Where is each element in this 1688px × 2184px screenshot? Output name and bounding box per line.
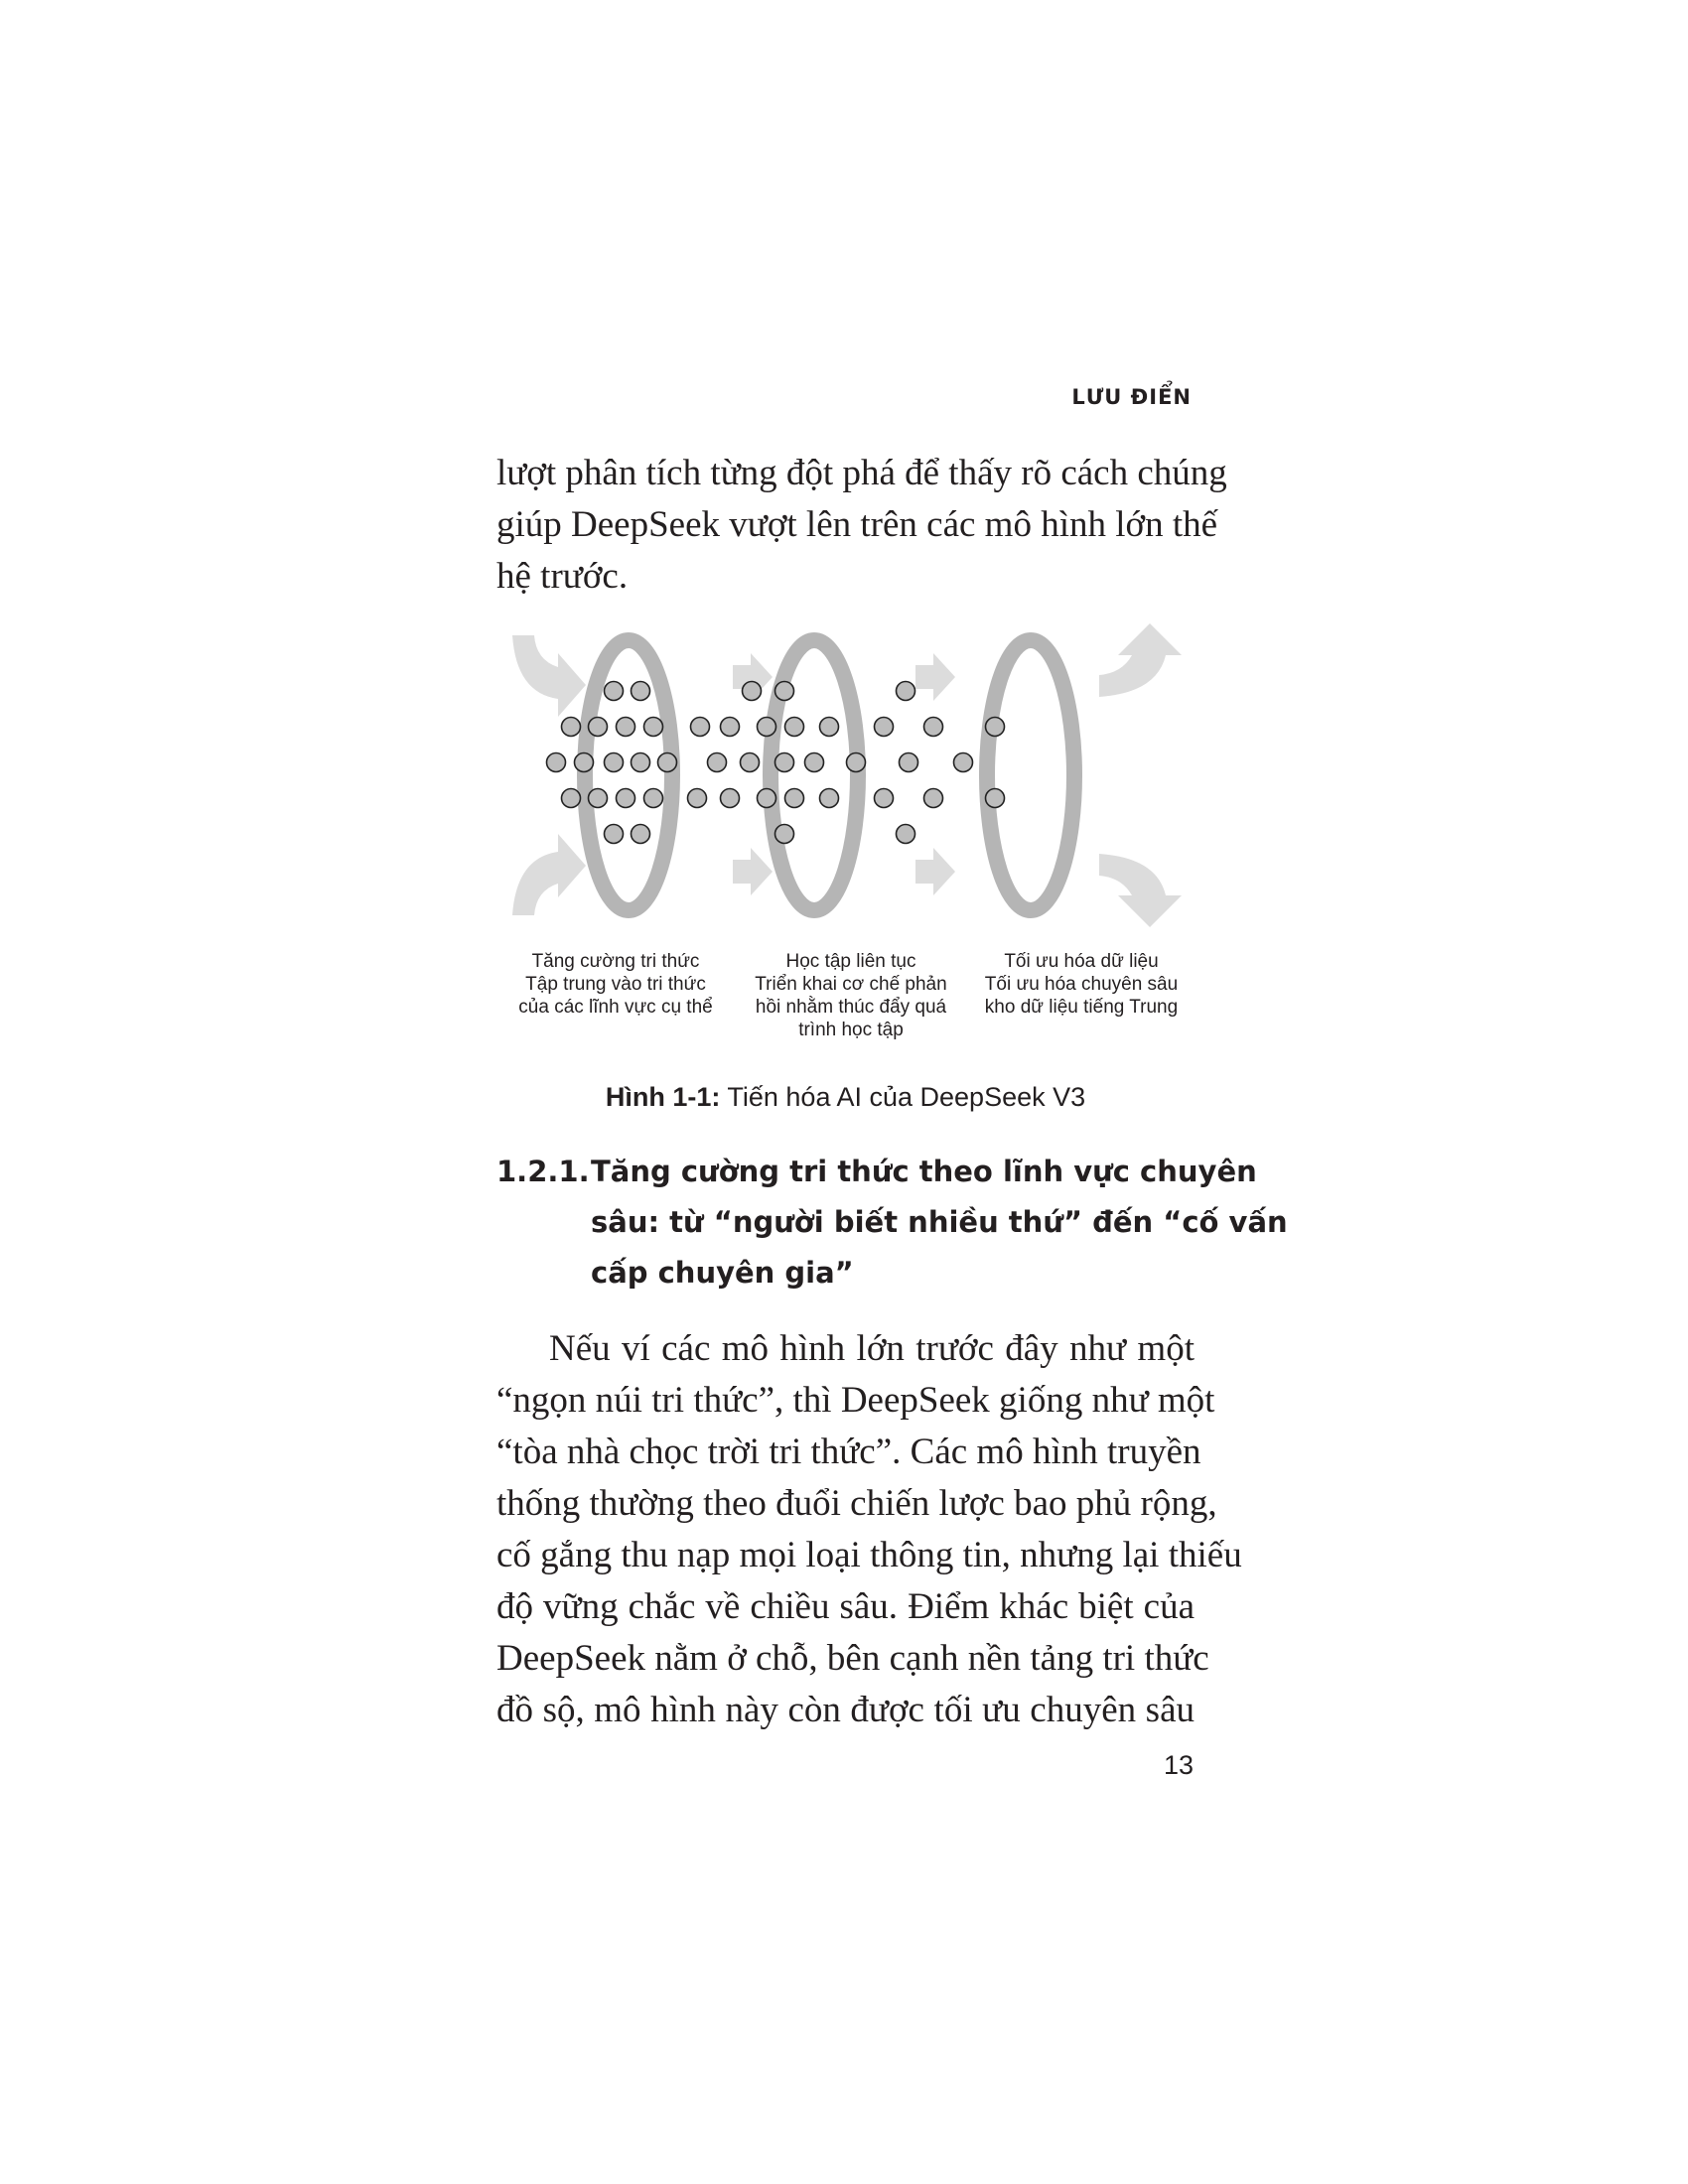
knowledge-dot	[589, 789, 608, 808]
curve-arrow-top-left-icon	[512, 635, 586, 717]
section-title-line: Tăng cường tri thức theo lĩnh vực chuyên	[591, 1155, 1257, 1188]
knowledge-dot	[658, 753, 677, 772]
caption-line: Tăng cường tri thức	[531, 951, 700, 972]
knowledge-dot	[847, 753, 866, 772]
section-title	[591, 1147, 1288, 1298]
ring-data	[987, 640, 1074, 910]
knowledge-dot	[617, 718, 635, 737]
caption-line: trình học tập	[798, 1020, 904, 1040]
knowledge-dot	[805, 753, 824, 772]
knowledge-dot	[820, 789, 839, 808]
knowledge-dot	[986, 789, 1005, 808]
figure-title	[496, 1082, 1195, 1113]
knowledge-dot	[644, 789, 663, 808]
knowledge-dot	[562, 789, 581, 808]
curve-arrow-bottom-right-icon	[1099, 854, 1182, 927]
ring-knowledge	[585, 640, 672, 910]
knowledge-dot	[741, 753, 760, 772]
knowledge-dot	[691, 718, 710, 737]
caption-line: kho dữ liệu tiếng Trung	[984, 997, 1179, 1018]
knowledge-dot	[721, 789, 740, 808]
running-head: LƯU ĐIỂN	[1071, 385, 1192, 409]
knowledge-dot	[897, 682, 915, 701]
knowledge-dot	[708, 753, 727, 772]
paragraph-line: lượt phân tích từng đột phá để thấy rõ cách chúng	[496, 453, 1227, 493]
knowledge-dot	[562, 718, 581, 737]
caption-line: Tối ưu hóa chuyên sâu	[984, 974, 1179, 995]
intro-paragraph	[496, 448, 1227, 603]
paragraph-line: độ vững chắc về chiều sâu. Điểm khác biệt của	[496, 1586, 1195, 1627]
section-number: 1.2.1.	[496, 1155, 590, 1188]
knowledge-dot	[897, 825, 915, 844]
paragraph-line: “ngọn núi tri thức”, thì DeepSeek giống như một	[496, 1380, 1215, 1421]
paragraph-line: cố gắng thu nạp mọi loại thông tin, nhưng lại thiếu	[496, 1535, 1242, 1575]
caption-learning	[737, 950, 965, 1041]
caption-knowledge	[501, 950, 730, 1019]
knowledge-dot	[900, 753, 918, 772]
knowledge-dot	[986, 718, 1005, 737]
caption-line: của các lĩnh vực cụ thể	[518, 997, 713, 1018]
knowledge-dot	[875, 718, 894, 737]
knowledge-dot	[785, 789, 804, 808]
caption-line: Tập trung vào tri thức	[525, 974, 706, 995]
curve-arrow-bottom-left-icon	[512, 834, 586, 915]
knowledge-dot	[758, 718, 776, 737]
knowledge-dot	[924, 789, 943, 808]
knowledge-dot	[547, 753, 566, 772]
figure-captions	[501, 950, 1196, 1059]
knowledge-dot	[721, 718, 740, 737]
paragraph-line: hệ trước.	[496, 556, 629, 597]
knowledge-dot	[575, 753, 594, 772]
knowledge-dot	[632, 753, 650, 772]
arrow-right-icon	[915, 848, 955, 895]
arrow-right-icon	[915, 653, 955, 701]
knowledge-dot	[785, 718, 804, 737]
knowledge-dot	[632, 682, 650, 701]
caption-line: Học tập liên tục	[785, 951, 916, 972]
knowledge-dot	[775, 825, 794, 844]
knowledge-dot	[632, 825, 650, 844]
knowledge-dot	[954, 753, 973, 772]
caption-line: Triển khai cơ chế phản	[755, 974, 947, 995]
caption-data	[967, 950, 1196, 1019]
caption-line: hồi nhằm thúc đẩy quá	[755, 997, 947, 1018]
paragraph-line: giúp DeepSeek vượt lên trên các mô hình lớn thế	[496, 504, 1218, 545]
paragraph-line: đồ sộ, mô hình này còn được tối ưu chuyên sâu	[496, 1690, 1195, 1730]
knowledge-dot	[775, 753, 794, 772]
section-title-line: cấp chuyên gia”	[591, 1256, 854, 1290]
knowledge-dot	[589, 718, 608, 737]
paragraph-line: thống thường theo đuổi chiến lược bao phủ rộng,	[496, 1483, 1217, 1524]
section-title-line: sâu: từ “người biết nhiều thứ” đến “cố vấn	[591, 1205, 1288, 1239]
knowledge-dot	[758, 789, 776, 808]
figure-title-text: Tiến hóa AI của DeepSeek V3	[727, 1082, 1086, 1112]
knowledge-dot	[605, 825, 624, 844]
knowledge-dot	[605, 753, 624, 772]
paragraph-line: “tòa nhà chọc trời tri thức”. Các mô hình truyền	[496, 1432, 1201, 1472]
knowledge-dot	[617, 789, 635, 808]
knowledge-dot	[605, 682, 624, 701]
knowledge-dot	[688, 789, 707, 808]
paragraph-line: Nếu ví các mô hình lớn trước đây như một	[549, 1328, 1195, 1369]
knowledge-dot	[924, 718, 943, 737]
arrow-right-icon	[733, 848, 773, 895]
knowledge-dot	[644, 718, 663, 737]
caption-line: Tối ưu hóa dữ liệu	[1004, 951, 1159, 972]
knowledge-dot	[743, 682, 762, 701]
knowledge-dot	[820, 718, 839, 737]
curve-arrow-top-right-icon	[1099, 623, 1182, 697]
knowledge-dot	[875, 789, 894, 808]
page-number: 13	[1163, 1750, 1194, 1780]
figure-label: Hình 1-1:	[605, 1082, 721, 1112]
body-paragraph	[496, 1323, 1242, 1736]
knowledge-dot	[775, 682, 794, 701]
evolution-figure	[506, 615, 1192, 933]
paragraph-line: DeepSeek nằm ở chỗ, bên cạnh nền tảng tri thức	[496, 1638, 1209, 1679]
